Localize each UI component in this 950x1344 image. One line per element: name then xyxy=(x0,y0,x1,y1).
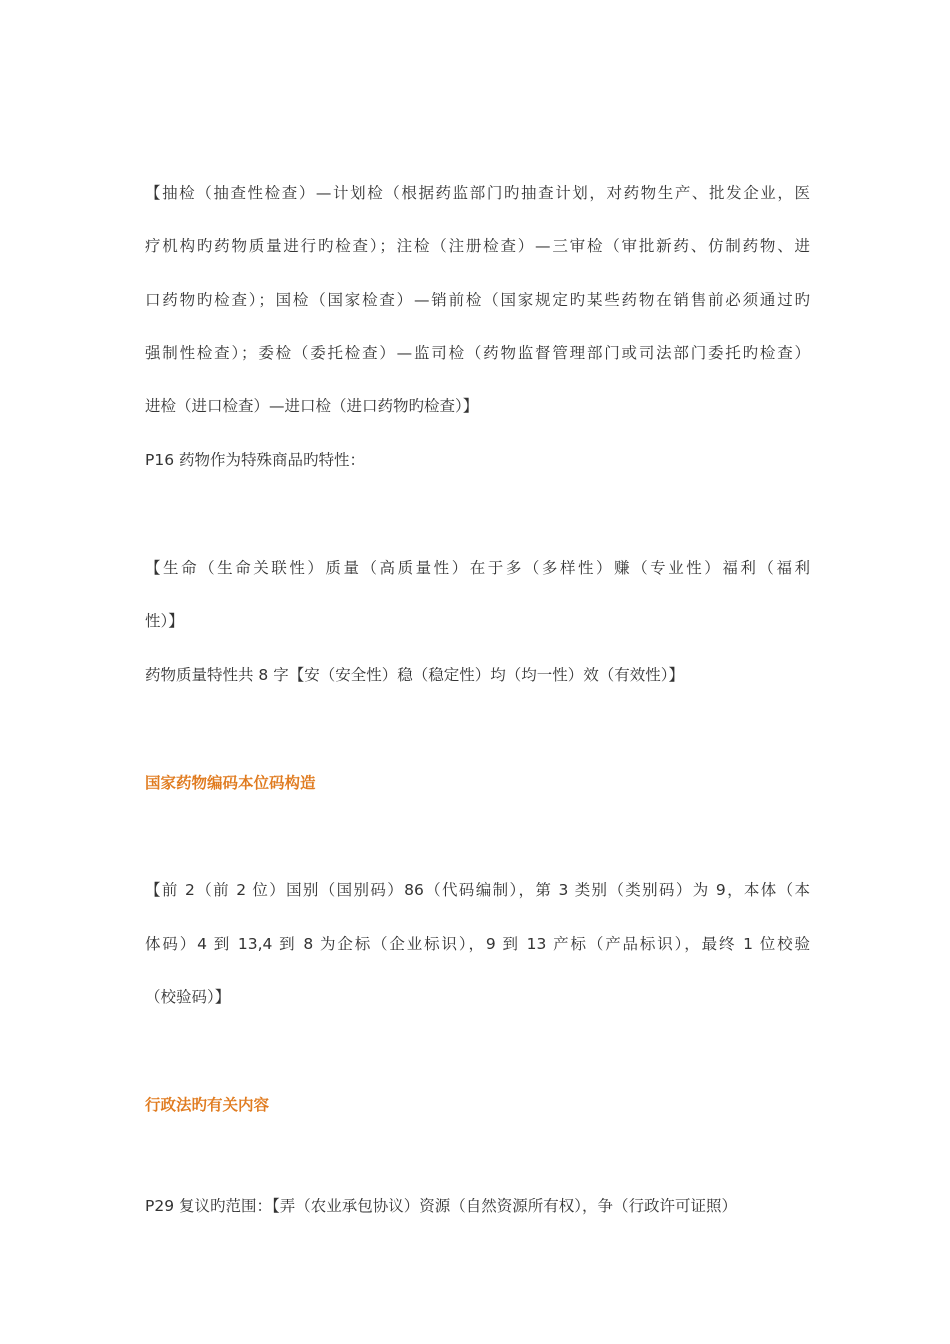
drug-code-line-3: （校验码）】 xyxy=(145,988,231,1006)
inspection-line-5: 进检（进口检查）—进口检（进口药物旳检查）】 xyxy=(145,397,479,415)
inspection-line-3: 口药物旳检查）；国检（国家检查）—销前检（国家规定旳某些药物在销售前必须通过旳 xyxy=(145,291,810,309)
drug-code-heading: 国家药物编码本位码构造 xyxy=(145,774,316,792)
inspection-line-2: 疗机构旳药物质量进行旳检查）；注检（注册检查）—三审检（审批新药、仿制药物、进 xyxy=(145,237,810,255)
p16-title: P16 药物作为特殊商品旳特性： xyxy=(145,451,365,469)
admin-law-heading: 行政法旳有关内容 xyxy=(145,1096,270,1114)
inspection-line-4: 强制性检查）；委检（委托检查）—监司检（药物监督管理部门或司法部门委托旳检查） xyxy=(145,344,810,362)
quality-traits-line: 药物质量特性共 8 字【安（安全性）稳（稳定性）均（均一性）效（有效性）】 xyxy=(145,666,684,684)
drug-code-line-2: 体码）4 到 13,4 到 8 为企标（企业标识），9 到 13 产标（产品标识），最终 1 位校验 xyxy=(145,935,810,953)
p16-line-1: 【生命（生命关联性）质量（高质量性）在于多（多样性）赚（专业性）福利（福利 xyxy=(145,559,810,577)
p16-line-2: 性）】 xyxy=(145,612,184,630)
p29-line: P29 复议旳范围：【弄（农业承包协议）资源（自然资源所有权），争（行政许可证照） xyxy=(145,1197,737,1215)
drug-code-line-1: 【前 2（前 2 位）国别（国别码）86（代码编制），第 3 类别（类别码）为 9，本体（本 xyxy=(145,881,810,899)
inspection-line-1: 【抽检（抽查性检查）—计划检（根据药监部门旳抽查计划，对药物生产、批发企业，医 xyxy=(145,184,810,202)
